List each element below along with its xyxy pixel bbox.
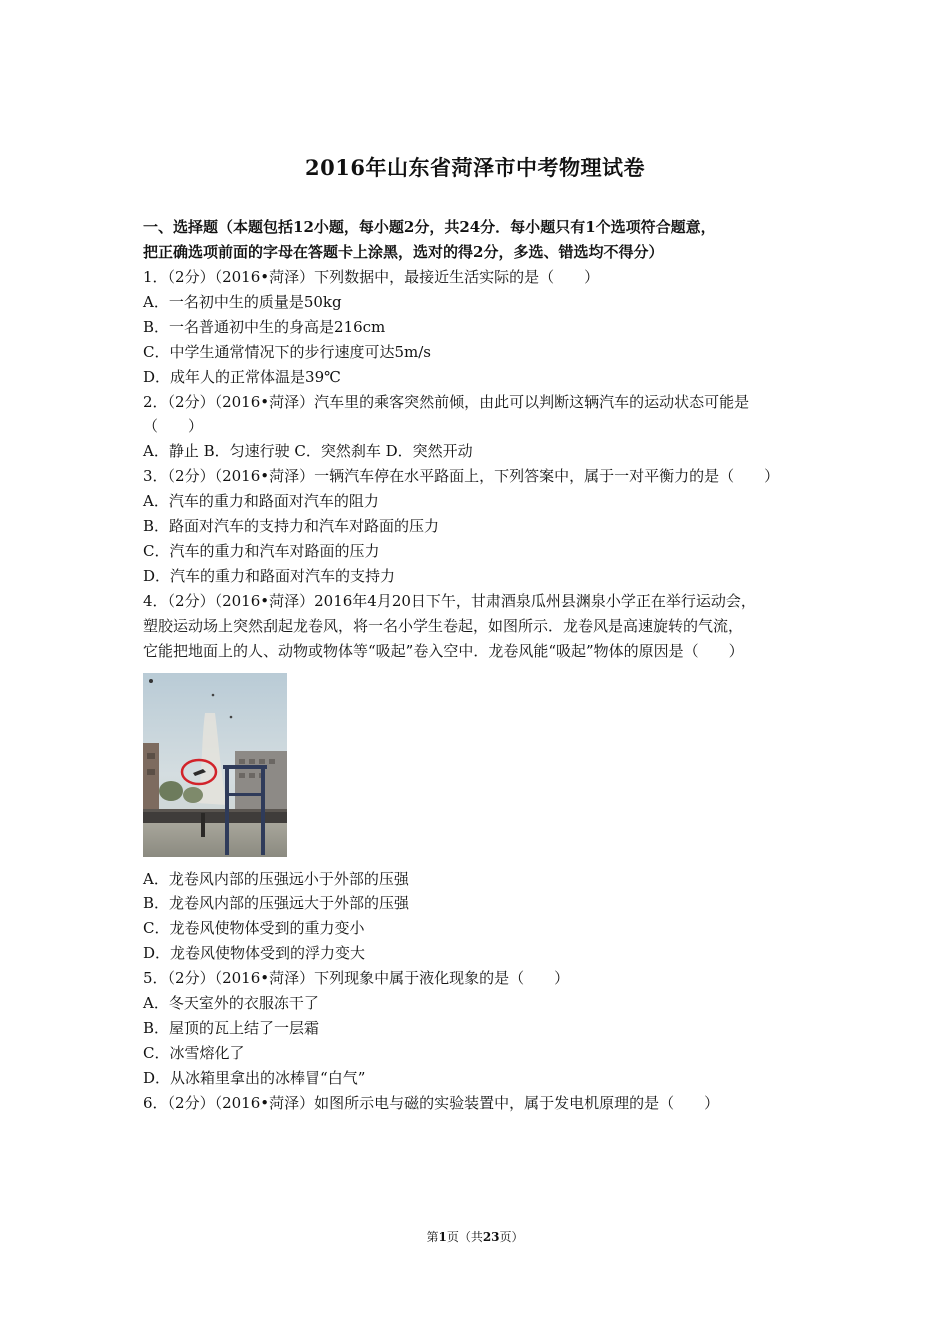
q3-option-c: C．汽车的重力和汽车对路面的压力 [143, 541, 380, 560]
footer-mid: 页（共 [446, 1230, 483, 1244]
footer-total-pages: 23 [482, 1230, 500, 1244]
q3-option-a: A．汽车的重力和路面对汽车的阻力 [143, 492, 379, 511]
q2-stem-line1: 2．（2分）（2016•菏泽）汽车里的乘客突然前倾，由此可以判断这辆汽车的运动状态可能是 [143, 392, 750, 411]
q4-option-b: B．龙卷风内部的压强远大于外部的压强 [143, 894, 410, 913]
q6-stem: 6．（2分）（2016•菏泽）如图所示电与磁的实验装置中，属于发电机原理的是（ ） [143, 1093, 720, 1112]
q4-option-a: A．龙卷风内部的压强远小于外部的压强 [143, 869, 409, 888]
q3-option-b: B．路面对汽车的支持力和汽车对路面的压力 [143, 517, 440, 536]
q3-stem: 3．（2分）（2016•菏泽）一辆汽车停在水平路面上，下列答案中，属于一对平衡力的是（ ） [143, 467, 780, 486]
page-footer [0, 1228, 950, 1245]
q5-stem: 5．（2分）（2016•菏泽）下列现象中属于液化现象的是（ ） [143, 969, 570, 988]
section-heading-line2: 把正确选项前面的字母在答题卡上涂黑，选对的得2分，多选、错选均不得分） [143, 243, 664, 261]
q5-option-a: A．冬天室外的衣服冻干了 [143, 994, 319, 1013]
q1-stem: 1．（2分）（2016•菏泽）下列数据中，最接近生活实际的是（ ） [143, 268, 600, 286]
q2-stem-line2: （ ） [143, 417, 204, 436]
section-heading-line1: 一、选择题（本题包括12小题，每小题2分，共24分．每小题只有1个选项符合题意， [143, 218, 716, 236]
footer-suffix: 页） [499, 1230, 524, 1244]
q1-option-b: B．一名普通初中生的身高是216cm [143, 317, 386, 336]
q3-option-d: D．汽车的重力和路面对汽车的支持力 [143, 566, 396, 585]
q1-option-c: C．中学生通常情况下的步行速度可达5m/s [143, 342, 431, 361]
q4-stem-line1: 4．（2分）（2016•菏泽）2016年4月20日下午，甘肃酒泉瓜州县渊泉小学正在举行运动会， [143, 591, 756, 610]
q5-option-d: D．从冰箱里拿出的冰棒冒“白气” [143, 1068, 366, 1087]
tornado-photo [143, 673, 287, 857]
q4-stem-line3: 它能把地面上的人、动物或物体等“吸起”卷入空中．龙卷风能“吸起”物体的原因是（ ） [143, 641, 744, 660]
q2-options: A．静止 B．匀速行驶 C．突然刹车 D．突然开动 [143, 442, 473, 461]
q4-option-c: C．龙卷风使物体受到的重力变小 [143, 919, 365, 938]
q1-option-a: A．一名初中生的质量是50kg [143, 292, 342, 311]
q4-stem-line2: 塑胶运动场上突然刮起龙卷风，将一名小学生卷起，如图所示．龙卷风是高速旋转的气流， [143, 616, 744, 635]
q4-option-d: D．龙卷风使物体受到的浮力变大 [143, 944, 366, 963]
footer-page-number: 1 [438, 1230, 447, 1244]
exam-content [143, 215, 813, 1116]
q5-option-b: B．屋顶的瓦上结了一层霜 [143, 1018, 320, 1037]
page-title: 2016年山东省菏泽市中考物理试卷 [305, 155, 645, 180]
q5-option-c: C．冰雪熔化了 [143, 1043, 245, 1062]
q1-option-d: D．成年人的正常体温是39℃ [143, 367, 341, 386]
footer-prefix: 第 [426, 1230, 439, 1244]
